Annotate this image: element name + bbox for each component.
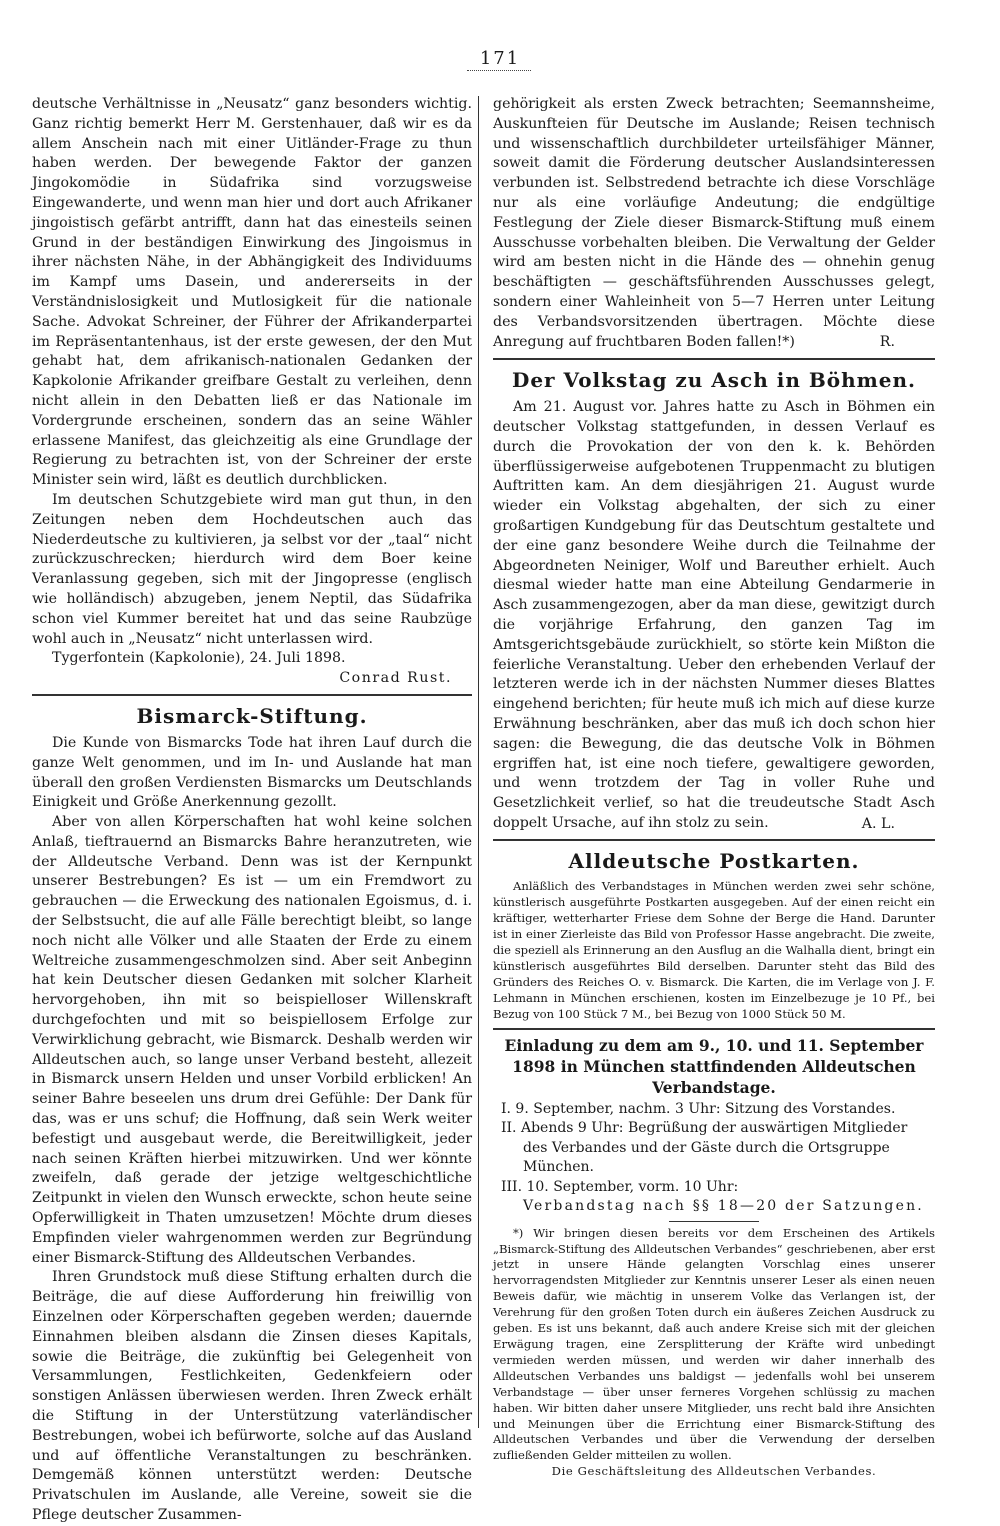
left-column: [32, 95, 472, 1526]
section-heading-bismarck: Bismarck-Stiftung.: [136, 703, 368, 728]
article-paragraph: Am 21. August vor. Jahres hatte zu Asch in Böhmen ein deutscher Volkstag stattgefunden, in dessen Verlauf es durch die Provokation der von den k. k. Behörden überflüssigerweise aufgebotenen Truppenmacht zu blutigen Auftritten kam. An dem diesjährigen 21. August wurde wieder ein Volkstag abgehalten, der sich zu einer großartigen Kundgebung für das Deutschtum gestaltete und der eine ganz besondere Weihe durch die Teilnahme der Abgeordneten Neiniger, Wolf und Bareuther erhielt. Auch diesmal wieder hatte man eine Abteilung Gendarmerie in Asch zusammengezogen, aber da man diese, gewitzigt durch die vorjährige Erfahrung, den ganzen Tag im Amtsgerichtsgebäude zurückhielt, so störte kein Mißton die feierliche Veranstaltung. Ueber den erhebenden Verlauf der letzteren werde ich in der nächsten Nummer dieses Blattes eingehend berichten; für heute muß ich mich auf diese kurze Erwähnung beschränken, aber das muß ich doch schon hier sagen: die Bewegung, die das deutsche Volk in Böhmen ergriffen hat, ist eine noch tiefere, gewaltigere geworden, und wenn trotzdem der Tag in voller Ruhe und Gesetzlichkeit verlief, so hat die treudeutsche Stadt Asch doppelt Ursache, auf ihn stolz zu sein.: [493, 399, 935, 831]
article-paragraph: Aber von allen Körperschaften hat wohl keine solchen Anlaß, tieftrauernd an Bismarcks Bahre heranzutreten, wie der Alldeutsche Verband. Denn was ist der Kernpunkt unserer Bestrebungen? Es ist — um ein Fremdwort zu gebrauchen — die Erweckung des nationalen Egoismus, d. i. der Selbstsucht, die auf alle Fälle berechtigt bleibt, so lange noch nicht alle Völker und alle Staaten der Erde zu einem Weltreiche zusammengeschmolzen sind. Aber seit Anbeginn hat kein Deutscher diesen Gedanken mit solcher Klarheit hervorgehoben, ihn mit so beispielloser Willenskraft durchgefochten und mit so beispiellosem Erfolge zur Verwirklichung gebracht, wie Bismarck. Deshalb werden wir Alldeutschen auch, so lange unser Verband besteht, allezeit in Bismarck unsern Helden und unser Vorbild erblicken! An seiner Bahre beseelen uns drum drei Gefühle: Der Dank für das, was er uns schuf; die Hoffnung, daß sein Werk weiter befestigt und ausgebaut werde, die Bereitwilligkeit, jeder nach seinen Kräften hierbei mitzuwirken. Und wer könnte zweifeln, daß gerade der jetzige weltgeschichtliche Zeitpunkt in vielen den Wunsch erweckte, schon heute seine Opferwilligkeit in Thaten umzusetzen! Möchte drum dieses Empfinden vieler wahrgenommen werden zur Begründung einer Bismarck-Stiftung des Alldeutschen Verbandes.: [32, 814, 472, 1266]
article-continuation: deutsche Verhältnisse in „Neusatz“ ganz besonders wichtig. Ganz richtig bemerkt Herr M. Gerstenhauer, daß wir es da allem Anschein nach mit einer Uitländer-Frage zu thun haben werden. Der bewegende Faktor der ganzen Jingokomödie in Südafrika sind vorzugsweise Eingewanderte, und wenn man hier und dort auch Afrikaner jingoistisch gefärbt antrifft, dann hat das einesteils seinen Grund in der beständigen Einwirkung des Jingoismus in ihrer nächsten Nähe, in der Abhängigkeit des Individuums im Kampf ums Dasein, und andererseits in der Verständnislosigkeit und Mutlosigkeit für die nationale Sache. Advokat Schreiner, der Führer der Afrikanderpartei im Repräsentantenhaus, ist der erste gewesen, der den Mut gehabt hat, dem afrikanisch-nationalen Gedanken der Kapkolonie Afrikander greifbare Gestalt zu verleihen, denn nicht allein in den Debatten ließ er das Nationale im Vordergrunde erscheinen, sondern das an seine Wähler erlassene Manifest, das gleichzeitig als eine Grundlage der Regierung zu betrachten ist, von der Schreiner der erste Minister sein wird, läßt es deutlich durchblicken.: [32, 96, 472, 489]
section-heading-volkstag: Der Volkstag zu Asch in Böhmen.: [511, 368, 917, 393]
footnote: *) Wir bringen diesen bereits vor dem Erscheinen des Artikels „Bismarck-Stiftung des Alldeutschen Verbandes“ geschriebenen, aber erst jetzt in unsere Hände gelangten Vorschlag eines unserer hervorragendsten Mitglieder zur Kenntnis unserer Leser als einen neuen Beweis dafür, wie mächtig in unserem Volke das Verlangen ist, der Verehrung für den großen Toten durch ein äußeres Zeichen Ausdruck zu geben. Es ist uns bekannt, daß auch andere Kreise sich mit der gleichen Erwägung tragen, eine Zersplitterung der Kräfte wird unbedingt vermieden werden müssen, und werden wir daher innerhalb des Alldeutschen Verbandes uns baldigst — jedenfalls wohl bei unserem Verbandstage — über unser ferneres Vorgehen schlüssig zu machen haben. Wir bitten daher unsere Mitglieder, uns recht bald ihre Ansichten und Meinungen über die Errichtung einer Bismarck-Stiftung des Alldeutschen Verbandes und über die Verwendung der derselben zufließenden Gelder mitteilen zu wollen.: [493, 1225, 935, 1463]
program-item-detail: Verbandstag nach §§ 18—20 der Satzungen.: [523, 1198, 924, 1215]
page-number: 171: [479, 48, 521, 69]
article-paragraph: Ihren Grundstock muß diese Stiftung erhalten durch die Beiträge, die auf diese Aufforderung hin freiwillig von Einzelnen oder Körperschaften gegeben werden; dauernde Einnahmen bleiben alsdann die Zinsen dieses Kapitals, sowie die Beiträge, die zukünftig bei Gelegenheit von Versammlungen, Festlichkeiten, Gedenkfeiern oder sonstigen Anlässen überwiesen werden. Ihren Zweck erhält die Stiftung in der Unterstützung vaterländischer Bestrebungen, wobei ich befürworte, solche auf das Ausland und auf öffentliche Veranstaltungen zu beschränken. Demgemäß können unterstützt werden: Deutsche Privatschulen im Auslande, alle Vereine, soweit sie die Pflege deutscher Zusammen-: [32, 1269, 472, 1523]
footnote-divider: [669, 1221, 759, 1222]
section-divider: [493, 358, 935, 360]
right-column: [493, 95, 935, 1480]
page-number-rule: [467, 70, 531, 71]
author-initial: R.: [879, 334, 895, 351]
dateline: Tygerfontein (Kapkolonie), 24. Juli 1898.: [52, 650, 346, 667]
section-divider: [493, 1028, 935, 1030]
section-divider: [32, 694, 472, 696]
invitation-title: Einladung zu dem am 9., 10. und 11. September 1898 in München stattfindenden Alldeutschen Verbandstage.: [504, 1035, 924, 1097]
article-paragraph: Die Kunde von Bismarcks Tode hat ihren Lauf durch die ganze Welt genommen, und im In- und Auslande hat man überall den großen Verdiensten Bismarcks um Deutschlands Einigkeit und Größe Anerkennung gezollt.: [32, 734, 472, 811]
article-paragraph: Anläßlich des Verbandstages in München werden zwei sehr schöne, künstlerisch ausgeführte Postkarten ausgegeben. Auf der einen reicht ein kräftiger, wetterharter Friese dem Sohne der Berge die Hand. Darunter ist in einer Zierleiste das Bild von Professor Hasse angebracht. Die zweite, die speziell als Erinnerung an den Ausflug an die Walhalla dient, bringt ein künstlerisch ausgeführtes Bild derselben. Darunter steht das Bild des Gründers des Reiches O. v. Bismarck. Die Karten, die im Verlage von J. F. Lehmann in München erschienen, kosten im Einzelbezuge je 10 Pf., bei Bezug von 100 Stück 7 M., bei Bezug von 1000 Stück 50 M.: [493, 879, 935, 1021]
section-divider: [493, 839, 935, 841]
program-item: I. 9. September, nachm. 3 Uhr: Sitzung des Vorstandes.: [501, 1100, 896, 1117]
article-paragraph: Im deutschen Schutzgebiete wird man gut thun, in den Zeitungen neben dem Hochdeutschen auch das Niederdeutsche zu kultivieren, ja selbst vor der „taal“ nicht zurückzuschrecken; hierdurch wird dem Boer keine Veranlassung gegeben, sich mit der Jingopresse (englisch wie holländisch) abzugeben, jenem Neptil, das Südafrika schon viel Kummer bereitet hat und das seine Raubzüge wohl auch in „Neusatz“ nicht unterlassen wird.: [32, 491, 472, 647]
column-divider: [478, 96, 479, 1428]
article-continuation: gehörigkeit als ersten Zweck betrachten; Seemannsheime, Auskunfteien für Deutsche im Auslande; Reisen technisch und wissenschaftlich durchbildeter urteilsfähiger Männer, soweit damit die Förderung deutscher Auslandsinteressen verbunden ist. Selbstredend betrachte ich diese Vorschläge nur als eine vorläufige Andeutung; die endgültige Festlegung der Ziele dieser Bismarck-Stiftung muß einem Ausschusse vorbehalten bleiben. Die Verwaltung der Gelder wird am besten nicht in die Hände des — ohnehin genug beschäftigten — geschäftsführenden Ausschusses gelegt, sondern einer Wahleinheit von 5—7 Herren unter Leitung des Verbandsvorsitzenden übertragen. Möchte diese Anregung auf fruchtbaren Boden fallen!*): [493, 96, 935, 350]
author-signature: Conrad Rust.: [339, 670, 452, 687]
program-list: [493, 1100, 935, 1217]
footnote-signature: Die Geschäftsleitung des Alldeutschen Verbandes.: [551, 1464, 877, 1479]
author-initials: A. L.: [861, 815, 895, 832]
section-heading-postkarten: Alldeutsche Postkarten.: [568, 849, 860, 874]
program-item: III. 10. September, vorm. 10 Uhr:: [501, 1178, 739, 1195]
program-item: II. Abends 9 Uhr: Begrüßung der auswärtigen Mitglieder des Verbandes und der Gäste durch die Ortsgruppe München.: [501, 1120, 908, 1176]
